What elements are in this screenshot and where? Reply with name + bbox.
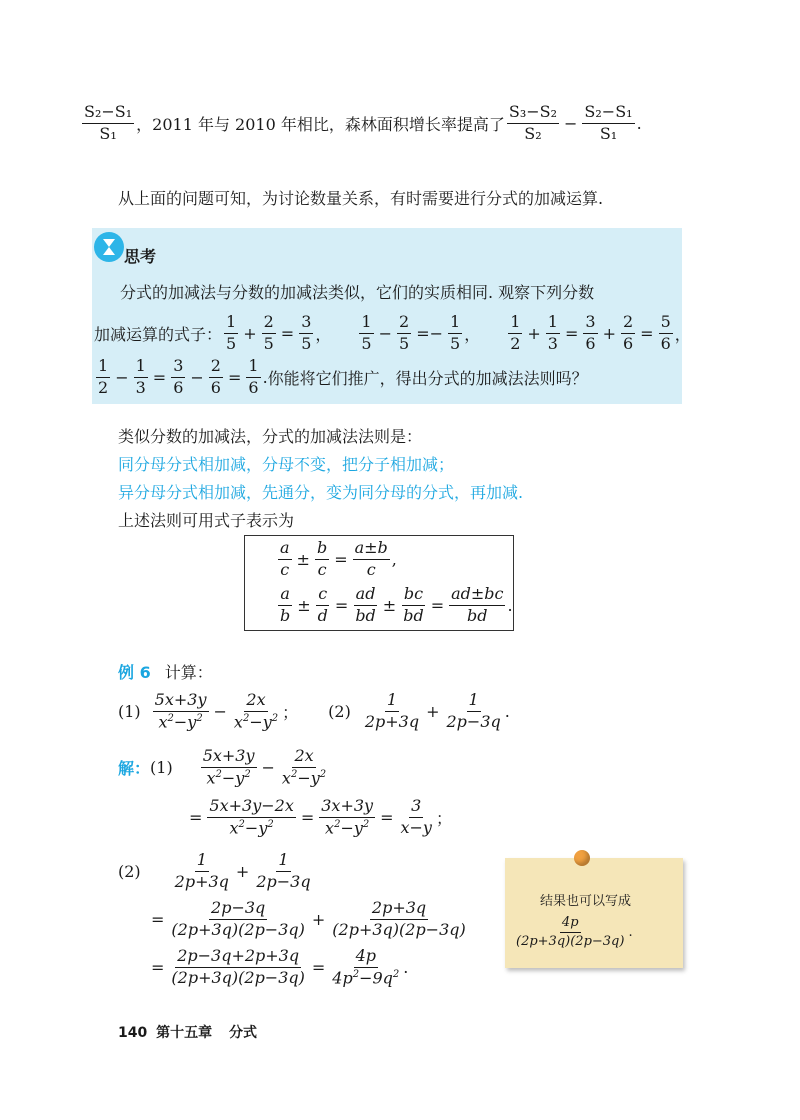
- solution-1-result: = $\frac{5x+3y-2x}{x^2-y^2}$ = $\frac{3x+3y}{x^2-y^2}$ = $\frac{3}{x-y}$ ；: [189, 796, 452, 838]
- note-fraction: $\frac{4p}{(2p+3q)(2p-3q)}$ .: [516, 915, 633, 949]
- fraction: $\frac{\text{S₂−S₁}}{\text{S₁}}$: [84, 102, 133, 143]
- chapter-label: 第十五章: [156, 1025, 213, 1041]
- page-footer: [118, 1022, 257, 1042]
- note-text: 结果也可以写成: [540, 894, 632, 909]
- think-line-3: $\frac{1}{2}$ − $\frac{1}{3}$ = $\frac{3}{6}$ − $\frac{2}{6}$ = $\frac{1}{6}$ . 你能将它们推广，得出分式的加减法法则吗？: [98, 356, 588, 397]
- page-number: 140: [118, 1025, 148, 1041]
- hourglass-icon: [94, 232, 124, 262]
- think-line-2: 加减运算的式子： $\frac{1}{5}$ + $\frac{2}{5}$ = $\frac{3}{5}$ ， $\frac{1}{5}$ − $\frac{2}{5}$ =− $\frac{1}{5}$ ， $\frac{1}{2}$ + $\frac{1}{3}$ = $\frac{3}{6}$ + $\frac{2}{6}$ = $\frac{5}{6}$ ，: [94, 312, 691, 353]
- fraction: $\frac{\text{S₂−S₁}}{\text{S₁}}$: [584, 102, 633, 143]
- solution-2-step: = $\frac{2p-3q}{(2p+3q)(2p-3q)}$ + $\frac{2p+3q}{(2p+3q)(2p-3q)}$: [151, 898, 466, 939]
- rule-different-denominator: 异分母分式相加减，先通分，变为同分母的分式，再加减.: [118, 483, 524, 502]
- example-problems: (1) $\frac{5x+3y}{x^2-y^2}$ − $\frac{2x}{x^2-y^2}$ ； (2) $\frac{1}{2p+3q}$ + $\frac{1}{2p-3q}$ .: [118, 690, 510, 732]
- think-line-1: 分式的加减法与分数的加减法类似，它们的实质相同. 观察下列分数: [120, 283, 595, 302]
- body-text: ，2011 年与 2010 年相比，森林面积增长率提高了: [136, 114, 505, 134]
- solution-1-start: 解： (1) $\frac{5x+3y}{x^2-y^2}$ − $\frac{2x}{x^2-y^2}$: [118, 746, 327, 788]
- rules-express: 上述法则可用式子表示为: [118, 511, 295, 530]
- chapter-title: 分式: [228, 1025, 257, 1041]
- solution-2-start: (2) $\frac{1}{2p+3q}$ + $\frac{1}{2p-3q}$: [118, 850, 311, 891]
- formula-diff-den: $\frac{a}{b}$ ± $\frac{c}{d}$ = $\frac{ad}{bd}$ ± $\frac{bc}{bd}$ = $\frac{ad\pm bc}{bd}$ .: [280, 584, 513, 625]
- intro-paragraph: 从上面的问题可知，为讨论数量关系，有时需要进行分式的加减运算.: [118, 189, 604, 208]
- sticky-note: [505, 858, 683, 968]
- formula-same-den: $\frac{a}{c}$ ± $\frac{b}{c}$ = $\frac{a\pm b}{c}$ ,: [280, 538, 397, 579]
- growth-rate-line: $\frac{\text{S₂−S₁}}{\text{S₁}}$ ，2011 年与 2010 年相比，森林面积增长率提高了 $\frac{\text{S₃−S₂}}{\text{S₂}}$ − $\frac{\text{S₂−S₁}}{\text{S₁}}$ .: [84, 102, 642, 143]
- rules-lead: 类似分数的加减法，分式的加减法法则是：: [118, 427, 423, 446]
- rule-same-denominator: 同分母分式相加减，分母不变，把分子相加减；: [118, 455, 455, 474]
- pushpin-icon: [574, 850, 590, 866]
- think-title: 思考: [124, 247, 157, 266]
- example-heading: 例 6 计算：: [118, 663, 213, 682]
- fraction: $\frac{\text{S₃−S₂}}{\text{S₂}}$: [508, 102, 558, 143]
- solution-2-result: = $\frac{2p-3q+2p+3q}{(2p+3q)(2p-3q)}$ = $\frac{4p}{4p^2-9q^2}$ .: [151, 946, 409, 988]
